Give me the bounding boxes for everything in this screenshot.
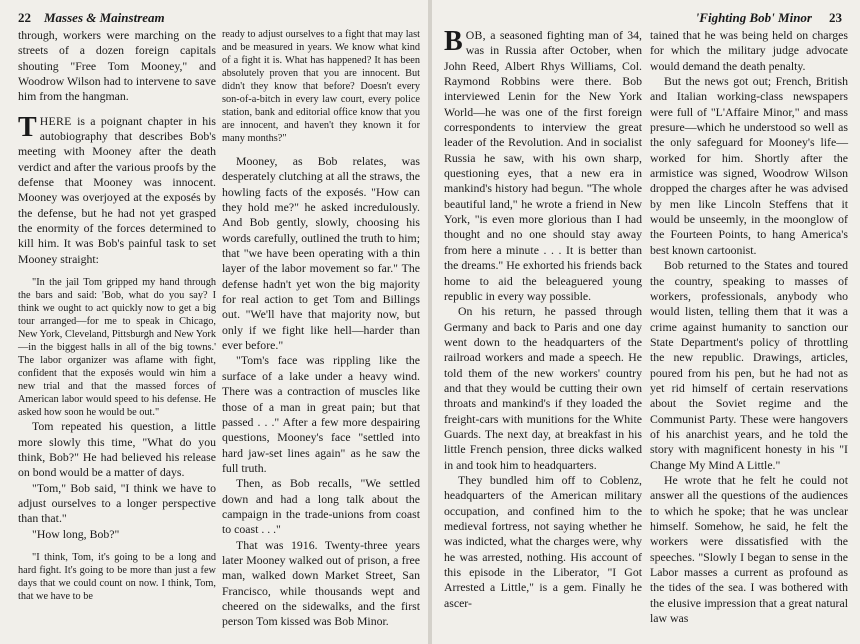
- right-page-header: [450, 10, 842, 28]
- paragraph: On his return, he passed through Germany and back to Paris and one day went down to the headquarters of the railroad workers and made a speech. He told them of the new workers' country and that they would be cutting their own throats and mankind's if they loaded the freight-cars with munitions for the White Guards. The next day, at breakfast in his little French pension, three dicks walked in and took him to headquarters.: [444, 304, 642, 472]
- running-head: 'Fighting Bob' Minor: [695, 10, 812, 25]
- paragraph-with-dropcap: [18, 111, 216, 267]
- paragraph: tained that he was being held on charges for which the military judge advocate would demand the death penalty.: [650, 28, 848, 73]
- drop-cap: T: [18, 111, 37, 143]
- page-number: 22: [18, 10, 31, 25]
- paragraph-text: a seasoned fighting man of 34, was in Russia after October, when John Reed, Albert Rhys Williams, Col. Raymond Robbins were there. Bob interviewed Lenin for the New York World—he was one of the first foreign correspondents to interview the great leader of the Revolution. And in socialist Russia he saw, with his own sharp, questioning eyes, that a new era in mankind's history had begun. "The whole beautiful land," he wrote a friend in New York, "is even more glorious than I had thought and no one should stay away from here a minute . . . It is better than the dreams." He exhorted his friends back home to aid the beleaguered young republic in every way possible.: [444, 28, 642, 303]
- text-column-1: [18, 28, 216, 603]
- paragraph: through, workers were marching on the streets of a dozen foreign capitals shouting "Free Tom Mooney," and Woodrow Wilson had to intervene to save him from the hangman.: [18, 28, 216, 104]
- text-column-4: [650, 28, 848, 626]
- paragraph: But the news got out; French, British and Italian working-class newspapers were full of "L'Affaire Minor," and mass presure—which he understood so well as the only safeguard for Mooney's life—worked for him. Shortly after the armistice was signed, Woodrow Wilson dropped the charges after he was advised by men like Lincoln Steffens that it would be unseemly, in the moonglow of the Fourteen Points, to hang America's best known cartoonist.: [650, 74, 848, 257]
- text-column-3: [444, 28, 642, 611]
- drop-cap: B: [444, 26, 463, 57]
- lead-in: OB,: [465, 28, 486, 42]
- left-page-header: [18, 10, 410, 28]
- paragraph: They bundled him off to Coblenz, headquarters of the American military occupation, and confined him to the medieval fortress, not saying whether he was indicted, what the charges were, why he was arrested, nothing. His account of this episode in the Liberator, "I Got Arrested a Little," is a gem. Finally he ascer-: [444, 472, 642, 610]
- paragraph-text: is a poignant chapter in his autobiography that describes Bob's meeting with Mooney after the death verdict and after the various proofs by the defense that Mooney was innocent. Mooney was overjoyed at the exposés by the defense, but he had not yet grasped the enormity of the forces determined to kill him. It was Bob's painful task to set Mooney straight:: [18, 113, 216, 266]
- paragraph: "Tom's face was rippling like the surface of a lake under a heavy wind. There was a contraction of muscles like those of a man in great pain; but that passed . . ." After a few more despairing questions, Mooney's face "settled into hard jaw-set lines again" as he saw the full truth.: [222, 353, 420, 475]
- page-number: 23: [829, 10, 842, 25]
- running-head: Masses & Mainstream: [44, 10, 165, 25]
- block-quote: "In the jail Tom gripped my hand through the bars and said: 'Bob, what do you say? I think we ought to act quickly now to get a big tour arranged—for me to speak in Chicago, New York, Cleveland, Pittsburgh and New York—in the biggest halls in all of the big towns.' The labor organizer was aflame with fight, confident that the exposés would win him a new trial and that the massed forces of American labor would speed to his defense. He asked how soon he would be out.": [18, 277, 216, 419]
- paragraph: "How long, Bob?": [32, 526, 120, 541]
- paragraph: That was 1916. Twenty-three years later Mooney walked out of prison, a free man, walked down Market Street, San Francisco, while thousands wept and cheered on the sidewalks, and the first person Tom kissed was Bob Minor.: [222, 537, 420, 629]
- paragraph-with-dropcap: [444, 28, 642, 304]
- paragraph: Mooney, as Bob relates, was desperately clutching at all the straws, the howling facts of the exposés. "How can they hold me?" he asked incredulously. And Bob gently, slowly, choosing his words carefully, outlined the truth to him; that "we have been operating with a thin layer of the labor movement so far." The defense hadn't yet won the big majority for real action to get Tom and Billings out. "We'll have that majority now, but only if we fight like hell—harder than ever before.": [222, 154, 420, 353]
- paragraph: Then, as Bob recalls, "We settled down and had a long talk about the campaign in the trade-unions from coast to coast . . .": [222, 476, 420, 537]
- block-quote: "I think, Tom, it's going to be a long and hard fight. It's going to be more than just a few days that we could count on now. I think, Tom, that we have to be: [18, 551, 216, 602]
- paragraph: He wrote that he felt he could not answer all the questions of the audiences to which he spoke; that he was unclear himself. Somehow, he said, he felt the workers were dissatisfied with the speeches. "Slowly I began to sense in the Labor masses a current as profound as the tides of the sea. I was bothered with the elusive impression that a great natural law was: [650, 472, 848, 626]
- lead-in: HERE: [39, 113, 72, 128]
- text-column-2: [222, 28, 420, 630]
- paragraph: Tom repeated his question, a little more slowly this time, "What do you think, Bob?" He had believed his release on bond would be a matter of days.: [18, 419, 216, 480]
- left-page: [0, 0, 428, 644]
- right-page: [432, 0, 860, 644]
- paragraph: Bob returned to the States and toured the country, speaking to masses of workers, professionals, anybody who would listen, telling them that it was a crime against humanity to sanction our State Department's policy of throttling the new republic. Drawings, articles, poured from his pen, but he had not as yet rid himself of certain reservations about the Soviet regime and the Communist Party. These were hangovers of his anarchist years, and he told the story with magnificent honesty in his "I Change My Mind A Little.": [650, 258, 848, 472]
- block-quote-continued: ready to adjust ourselves to a fight that may last and be measured in years. We know what kind of a fight it is. What has happened? It has been absolutely proven that you are innocent. But didn't they know that before? Doesn't every son-of-a-bitch in every law court, every police station, bank and editorial office know that you are innocent, and haven't they known it for many months?": [222, 29, 420, 144]
- paragraph: "Tom," Bob said, "I think we have to adjust ourselves to a longer perspective than that.": [18, 480, 216, 526]
